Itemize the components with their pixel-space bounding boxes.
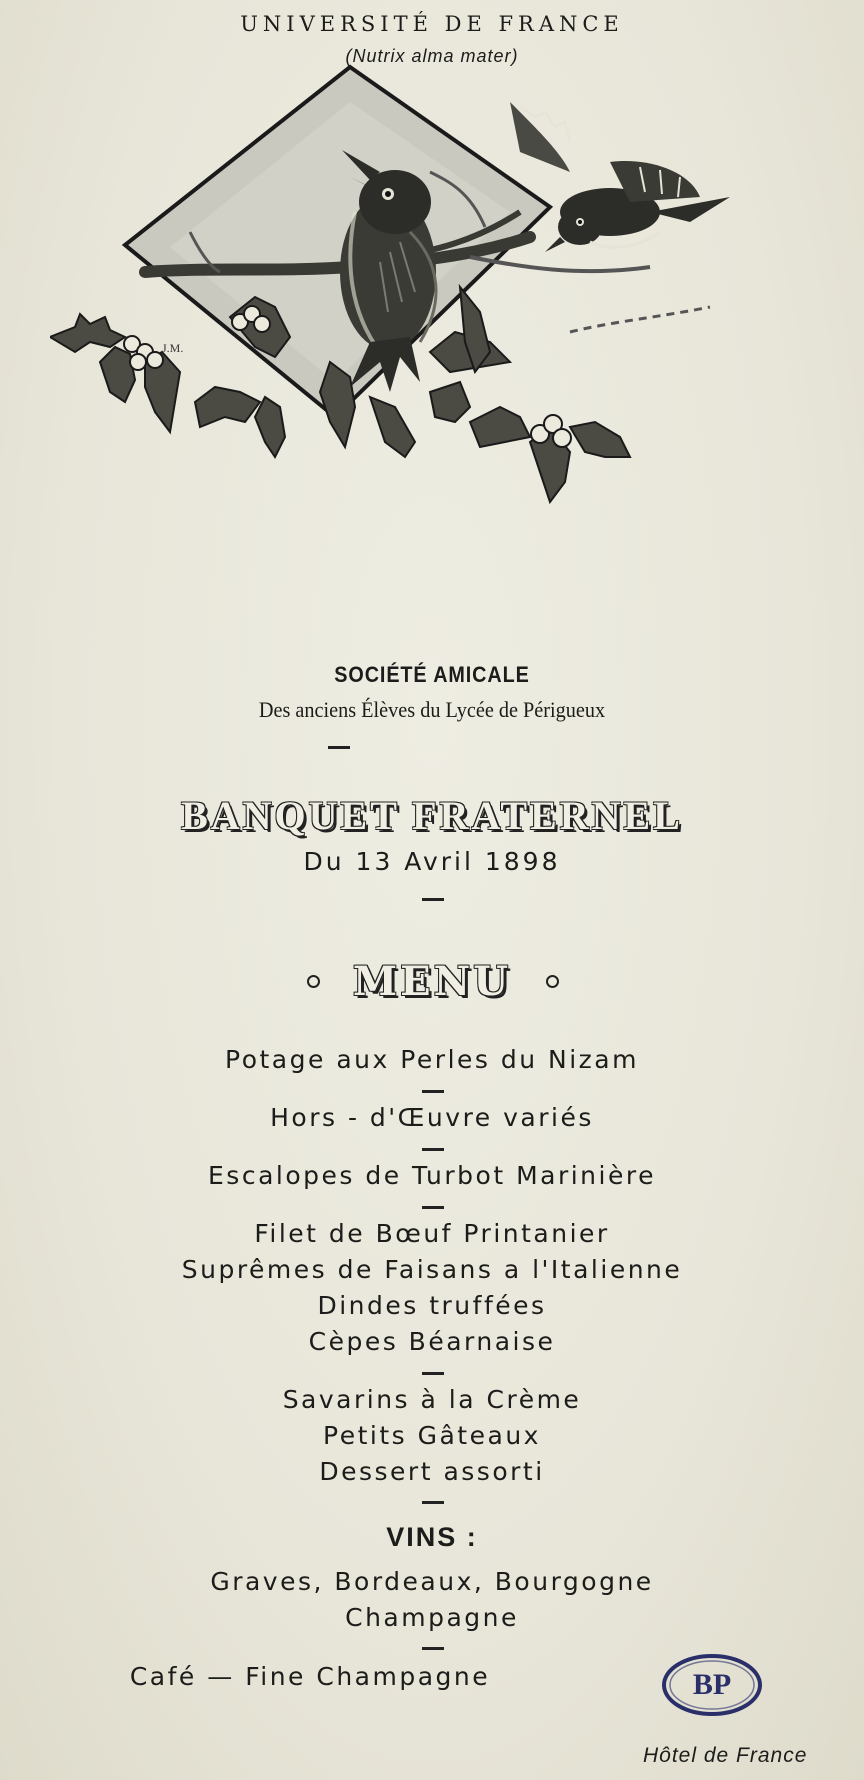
menu-dish: Filet de Bœuf Printanier (254, 1219, 610, 1248)
menu-dish: Cèpes Béarnaise (308, 1327, 556, 1356)
menu-dish: Petits Gâteaux (323, 1421, 541, 1450)
societe-title: SOCIÉTÉ AMICALE (334, 662, 530, 687)
hotel-name: Hôtel de France (643, 1744, 808, 1767)
divider (422, 1206, 444, 1209)
menu-dish: Hors - d'Œuvre variés (270, 1103, 594, 1132)
wine-line: Graves, Bordeaux, Bourgogne (210, 1567, 654, 1596)
divider (422, 1372, 444, 1375)
stamp-text: BP (692, 1668, 732, 1701)
vins-heading: VINS : (386, 1522, 478, 1552)
menu-dish: Suprêmes de Faisans a l'Italienne (181, 1255, 683, 1284)
hotel-stamp (660, 1652, 764, 1718)
menu-dish: Potage aux Perles du Nizam (225, 1045, 639, 1074)
banquet-title: BANQUET FRATERNEL (181, 793, 683, 838)
divider (422, 1501, 444, 1504)
menu-dish: Escalopes de Turbot Marinière (208, 1161, 656, 1190)
divider (422, 898, 444, 901)
menu-heading: MENU (352, 958, 512, 1005)
cafe-line: Café — Fine Champagne (129, 1662, 491, 1691)
divider (422, 1148, 444, 1151)
university-header: UNIVERSITÉ DE FRANCE (240, 12, 624, 36)
menu-dish: Dindes truffées (317, 1291, 547, 1320)
flying-bird (510, 102, 730, 252)
menu-right-bullet (546, 975, 559, 988)
artist-signature: J.M. (162, 341, 184, 355)
divider (328, 746, 350, 749)
menu-dish: Dessert assorti (319, 1457, 545, 1486)
divider (422, 1647, 444, 1650)
motto: (Nutrix alma mater) (345, 46, 519, 66)
societe-subtitle: Des anciens Élèves du Lycée de Périgueux (258, 697, 606, 722)
divider (422, 1090, 444, 1093)
bird-holly-illustration (50, 62, 790, 562)
wine-line: Champagne (345, 1603, 519, 1632)
banquet-date: Du 13 Avril 1898 (303, 847, 561, 876)
menu-dish: Savarins à la Crème (282, 1385, 582, 1414)
